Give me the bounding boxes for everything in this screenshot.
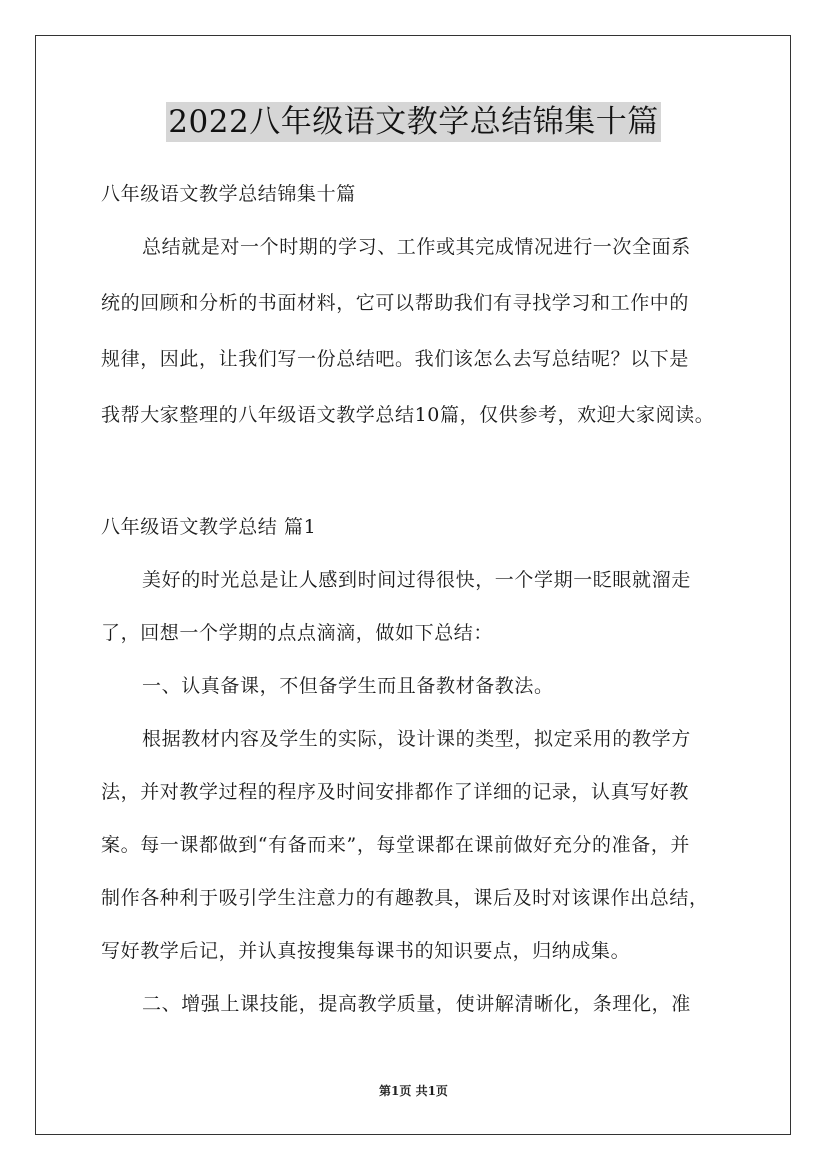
- document-body: [101, 175, 737, 1023]
- section-line: 了，回想一个学期的点点滴滴，做如下总结：: [101, 622, 494, 644]
- section-line: 制作各种利于吸引学生注意力的有趣教具，课后及时对该课作出总结，: [101, 887, 709, 909]
- section-line: 案。每一课都做到“有备而来”，每堂课都在课前做好充分的准备，并: [101, 834, 691, 856]
- document-title: 2022八年级语文教学总结锦集十篇: [168, 104, 659, 140]
- intro-line: 总结就是对一个时期的学习、工作或其完成情况进行一次全面系: [142, 236, 691, 258]
- page-number: 第1页 共1页: [379, 1084, 448, 1098]
- intro-line: 我帮大家整理的八年级语文教学总结10篇，仅供参考，欢迎大家阅读。: [101, 404, 715, 426]
- intro-line: 统的回顾和分析的书面材料，它可以帮助我们有寻找学习和工作中的: [101, 292, 690, 314]
- page-footer: [0, 1083, 827, 1099]
- section-line: 写好教学后记，并认真按搜集每课书的知识要点，归纳成集。: [101, 940, 631, 962]
- document-subtitle: 八年级语文教学总结锦集十篇: [101, 183, 356, 205]
- intro-line: 规律，因此，让我们写一份总结吧。我们该怎么去写总结呢？以下是: [101, 348, 690, 370]
- title-container: [0, 102, 827, 142]
- section-line: 法，并对教学过程的程序及时间安排都作了详细的记录，认真写好教: [101, 781, 690, 803]
- section-line: 一、认真备课，不但备学生而且备教材备教法。: [142, 675, 554, 697]
- section-line: 根据教材内容及学生的实际，设计课的类型，拟定采用的教学方: [142, 728, 691, 750]
- section-line: 美好的时光总是让人感到时间过得很快，一个学期一眨眼就溜走: [142, 569, 691, 591]
- section-line: 二、增强上课技能，提高教学质量，使讲解清晰化，条理化，准: [142, 993, 691, 1015]
- section-heading: 八年级语文教学总结 篇1: [101, 516, 317, 538]
